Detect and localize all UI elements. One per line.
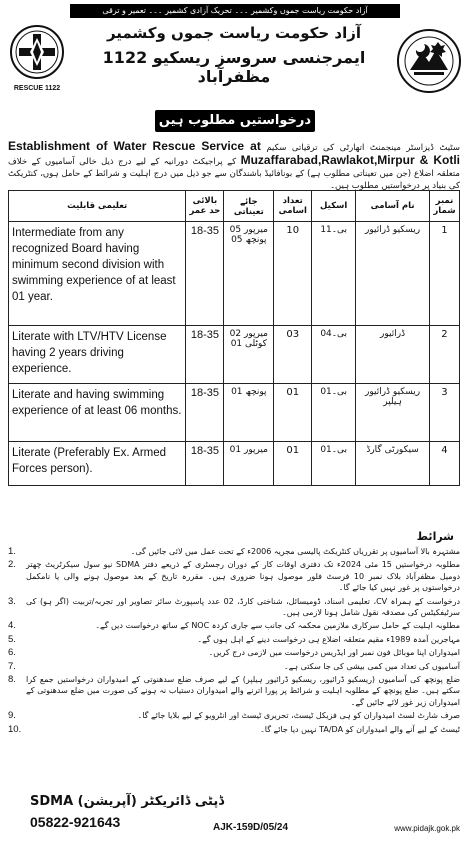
cell-post: سیکورٹی گارڈ <box>356 442 430 486</box>
website-link[interactable]: www.pidajk.gok.pk <box>394 824 460 833</box>
condition-number: 3. <box>8 595 16 607</box>
condition-text: آسامیوں کی تعداد میں کمی بیشی کی جا سکتی ہے۔ <box>284 661 460 671</box>
cell-age: 18-35 <box>186 384 224 442</box>
cell-serial: 2 <box>429 326 459 384</box>
cell-post: ڈرائیور <box>356 326 430 384</box>
list-item <box>8 596 460 619</box>
condition-number: 8. <box>8 674 16 686</box>
cell-count: 03 <box>274 326 312 384</box>
contact-phone: 05822-921643 <box>30 814 121 830</box>
cell-qualification: Literate with LTV/HTV License having 2 years driving experience. <box>9 326 186 384</box>
condition-text: صرف شارٹ لسٹ امیدواران کو ہی فزیکل ٹیسٹ، تحریری ٹیسٹ اور انٹرویو کے لیے بلایا جائے گا۔ <box>137 711 460 721</box>
cell-count: 10 <box>274 222 312 326</box>
condition-text: درخواست کے ہمراہ CV، تعلیمی اسناد، ڈومیسائل، شناختی کارڈ، 02 عدد پاسپورٹ سائز تصاویر اور تجربہ/تربیت (اگر ہو) کی سرٹیفکیٹس کی مصدقہ نقول شامل ہونا لازمی ہیں۔ <box>26 596 461 618</box>
ajk-government-seal <box>396 28 462 94</box>
condition-text: امیدواران اپنا موبائل فون نمبر اور ایڈریس درخواست میں لازمی درج کریں۔ <box>208 648 460 658</box>
cell-serial: 1 <box>429 222 459 326</box>
condition-text: مشتہرہ بالا آسامیوں پر تقرریاں کنٹریکٹ پالیسی مجریہ 2006ء کے تحت عمل میں لائی جائیں گی۔ <box>130 547 460 556</box>
header-post: نام آسامی <box>356 191 430 222</box>
condition-number: 7. <box>8 660 16 672</box>
rescue-1122-logo <box>6 24 68 94</box>
top-banner: آزاد حکومت ریاست جموں وکشمیر ۔۔۔ تحریک آزادی کشمیر ۔۔۔ تعمیر و ترقی <box>70 4 400 18</box>
cell-scale: بی۔01 <box>312 384 356 442</box>
cell-age: 18-35 <box>186 222 224 326</box>
signatory: ڈپٹی ڈائریکٹر (آپریشن) SDMA <box>30 794 225 809</box>
condition-text: مہاجرین آمدہ 1989ء مقیم متعلقہ اضلاع ہی درخواست دینے کے اہل ہوں گے۔ <box>197 634 460 644</box>
list-item <box>8 661 460 672</box>
ad-reference-number: AJK-159D/05/24 <box>213 822 289 833</box>
list-item <box>8 647 460 658</box>
cell-qualification: Literate and having swimming experience of at least 06 months. <box>9 384 186 442</box>
cell-place: میرپور 01 <box>224 442 274 486</box>
cell-age: 18-35 <box>186 326 224 384</box>
cell-serial: 3 <box>429 384 459 442</box>
list-item <box>8 710 460 721</box>
table-row <box>9 442 460 486</box>
condition-text: ٹیسٹ کے لیے آنے والے امیدواران کو TA/DA نہیں دیا جائے گا۔ <box>260 724 460 734</box>
condition-text: مطلوبہ درخواستیں 15 مئی 2024ء تک دفتری اوقات کار کے دوران رجسٹری کے ذریعے دفتر SDMA نیو سول سیکرٹریٹ چھتر دومیل مظفرآباد بلاک نمبر 10 فرسٹ فلور موصول ہونا ضروری ہیں۔ مقررہ تاریخ کے بعد موصول ہونے والی یا نامکمل درخواستوں پر غور نہیں کیا جائے گا۔ <box>26 560 461 593</box>
conditions-list <box>8 546 460 737</box>
header-place: جائے تعیناتی <box>224 191 274 222</box>
table-row <box>9 384 460 442</box>
cell-scale: بی۔04 <box>312 326 356 384</box>
list-item <box>8 724 460 735</box>
footer <box>8 790 460 845</box>
list-item <box>8 634 460 645</box>
cell-scale: بی۔11 <box>312 222 356 326</box>
condition-number: 9. <box>8 710 16 722</box>
scheme-name: Establishment of Water Rescue Service at Muzaffarabad,Rawlakot,Mirpur & Kotli <box>8 139 461 167</box>
condition-number: 6. <box>8 647 16 659</box>
list-item <box>8 546 460 557</box>
cell-qualification: Intermediate from any recognized Board having minimum second division with swimming experience of at least 01 year. <box>9 222 186 326</box>
condition-number: 5. <box>8 633 16 645</box>
intro-suffix: کے پراجیکٹ دورانیہ کے لیے درج ذیل خالی آسامیوں کے خلاف متعلقہ اضلاع (جن میں تعیناتی مطلوب ہے) کے بونافائیڈ باشندگان سے جو ذیل میں درج اہلیت و شرائط کے حامل ہوں، کنٹریکٹ کی بنیاد پر درخواستیں مطلوب ہیں۔ <box>8 157 460 191</box>
logo-caption: RESCUE 1122 <box>13 85 61 92</box>
condition-number: 2. <box>8 559 16 571</box>
table-row <box>9 326 460 384</box>
cell-qualification: Literate (Preferably Ex. Armed Forces person). <box>9 442 186 486</box>
cell-post: ریسکیو ڈرائیور <box>356 222 430 326</box>
intro-paragraph <box>8 140 460 192</box>
condition-number: 10. <box>8 723 22 735</box>
table-header-row <box>9 191 460 222</box>
condition-text: ضلع پونچھ کی آسامیوں (ریسکیو ڈرائیور، ریسکیو ڈرائیور ہیلپر) کے لیے صرف ضلع سدھنوتی کے امیدواران درخواستیں جمع کرا سکتے ہیں۔ ضلع پونچھ کے مطلوبہ اہلیت و شرائط پر پورا اترنے والے امیدواران دستیاب نہ ہونے کی صورت میں ضلع سدھنوتی کے امیدواران زیر غور لائے جائیں گے۔ <box>26 675 460 707</box>
cell-count: 01 <box>274 442 312 486</box>
condition-text: مطلوبہ اہلیت کے حامل سرکاری ملازمین محکمہ کی جانب سے جاری کردہ NOC کے ساتھ درخواست دیں گے۔ <box>95 621 460 631</box>
header-count: تعداد اسامی <box>274 191 312 222</box>
intro-prefix: سٹیٹ ڈیزاسٹر مینجمنٹ اتھارٹی کی ترقیاتی سکیم <box>266 143 460 153</box>
table-row <box>9 222 460 326</box>
header-scale: اسکیل <box>312 191 356 222</box>
cell-age: 18-35 <box>186 442 224 486</box>
header-age: بالائی حد عمر <box>186 191 224 222</box>
cell-place: میرپور 02 کوٹلی 01 <box>224 326 274 384</box>
vacancy-table <box>8 190 460 486</box>
list-item <box>8 620 460 631</box>
cell-post: ریسکیو ڈرائیور ہیلپر <box>356 384 430 442</box>
condition-number: 4. <box>8 620 16 632</box>
cell-place: پونچھ 01 <box>224 384 274 442</box>
cell-place: میرپور 05 پونچھ 05 <box>224 222 274 326</box>
condition-number: 1. <box>8 546 16 557</box>
list-item <box>8 674 460 708</box>
department-title: ایمرجنسی سروسز ریسکیو 1122 مظفرآباد <box>102 48 366 86</box>
conditions-heading: شرائط <box>416 530 454 543</box>
government-title: آزاد حکومت ریاست جموں وکشمیر <box>106 24 362 42</box>
cell-count: 01 <box>274 384 312 442</box>
cell-serial: 4 <box>429 442 459 486</box>
ad-heading: درخواستیں مطلوب ہیں <box>155 110 315 132</box>
header-serial: نمبر شمار <box>429 191 459 222</box>
list-item <box>8 559 460 593</box>
header-qualification: تعلیمی قابلیت <box>9 191 186 222</box>
cell-scale: بی۔01 <box>312 442 356 486</box>
